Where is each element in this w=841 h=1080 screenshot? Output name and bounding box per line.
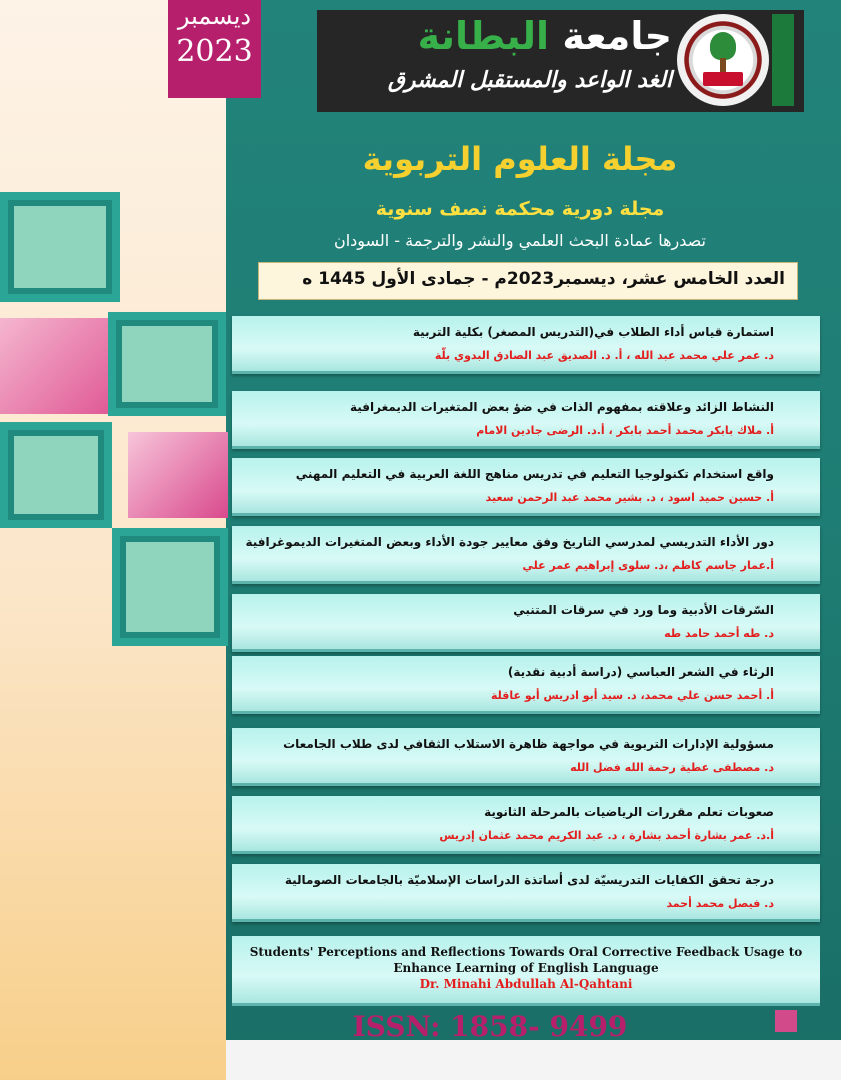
article-entry [232,526,820,584]
university-slogan: الغد الواعد والمستقبل المشرق [387,68,672,93]
bottom-band [226,1040,841,1080]
decorative-cube [108,312,226,416]
decorative-cube [128,432,228,518]
article-authors: أ. حسين حميد اسود ، د. بشير محمد عبد الرحمن سعيد [485,491,774,504]
article-authors: أ.د. عمر بشارة أحمد بشارة ، د. عبد الكريم محمد عثمان إدريس [439,829,774,842]
article-title: مسؤولية الإدارات التربوية في مواجهة ظاهرة الاستلاب الثقافي لدى طلاب الجامعات [283,737,774,751]
article-authors: أ.عمار جاسم كاظم ،د. سلوى إبراهيم عمر علي [522,559,774,572]
article-title: الرثاء في الشعر العباسي (دراسة أدبية نقدية) [507,665,774,679]
article-entry [232,391,820,449]
decorative-cube [112,528,228,646]
decorative-cube [0,318,110,414]
journal-title: مجلة العلوم التربوية [362,140,678,178]
article-title: السّرقات الأدبية وما ورد في سرقات المتنبي [513,603,774,617]
date-year: 2023 [176,34,253,69]
issue-line: العدد الخامس عشر، ديسمبر2023م - جمادى الأول 1445 ه [258,262,798,300]
article-authors: د. عمر علي محمد عبد الله ، أ. د. الصديق عبد الصادق البدوي بلّة [434,349,774,362]
english-article-title: Students' Perceptions and Reflections Towards Oral Corrective Feedback Usage to Enhance Learning of English Language [249,945,803,975]
university-name-part1: جامعة [562,14,672,58]
decorative-cube [0,422,112,528]
date-badge [168,0,261,98]
article-authors: د. فيصل محمد أحمد [666,897,774,910]
article-entry [232,728,820,786]
university-name [330,14,672,58]
journal-publisher: تصدرها عمادة البحث العلمي والنشر والترجمة - السودان [333,231,706,250]
tree-icon [710,32,736,60]
article-entry [232,316,820,374]
article-authors: د. مصطفى عطية رحمة الله فضل الله [570,761,774,774]
university-logo [677,14,769,106]
english-article-entry [232,936,820,1006]
article-title: دور الأداء التدريسي لمدرسي التاريخ وفق معايير جودة الأداء وبعض المتغيرات الديموغرافية [245,535,774,549]
book-icon [703,72,743,86]
article-title: واقع استخدام تكنولوجيا التعليم في تدريس مناهج اللغة العربية في التعليم المهني [295,467,774,481]
article-title: النشاط الزائد وعلاقته بمفهوم الذات في ضؤ بعض المتغيرات الديمغرافية [349,400,774,414]
article-entry [232,864,820,922]
article-title: صعوبات تعلم مقررات الرياضيات بالمرحلة الثانوية [484,805,774,819]
university-name-part2: البطانة [417,14,550,58]
logo-side-stripe [772,14,794,106]
english-article-author: Dr. Minahi Abdullah Al-Qahtani [419,977,633,991]
journal-subtitle: مجلة دورية محكمة نصف سنوية [375,198,665,220]
article-title: استمارة قياس أداء الطلاب في(التدريس المصغر) بكلية التربية [412,325,774,339]
article-entry [232,796,820,854]
decorative-square [775,1010,797,1032]
article-authors: أ. أحمد حسن علي محمد، د. سيد أبو ادريس أبو عاقلة [491,689,774,702]
issn-number: ISSN: 1858- 9499 [352,1010,628,1043]
article-title: درجة تحقق الكفايات التدريسيّة لدى أساتذة الدراسات الإسلاميّة بالجامعات الصومالية [284,873,774,887]
article-authors: أ. ملاك بابكر محمد أحمد بابكر ، أ.د. الرضى جادين الامام [476,424,774,437]
decorative-cube [0,192,120,302]
article-entry [232,656,820,714]
article-entry [232,594,820,652]
date-month: ديسمبر [177,2,252,30]
article-authors: د. طه أحمد حامد طه [664,627,774,640]
article-entry [232,458,820,516]
